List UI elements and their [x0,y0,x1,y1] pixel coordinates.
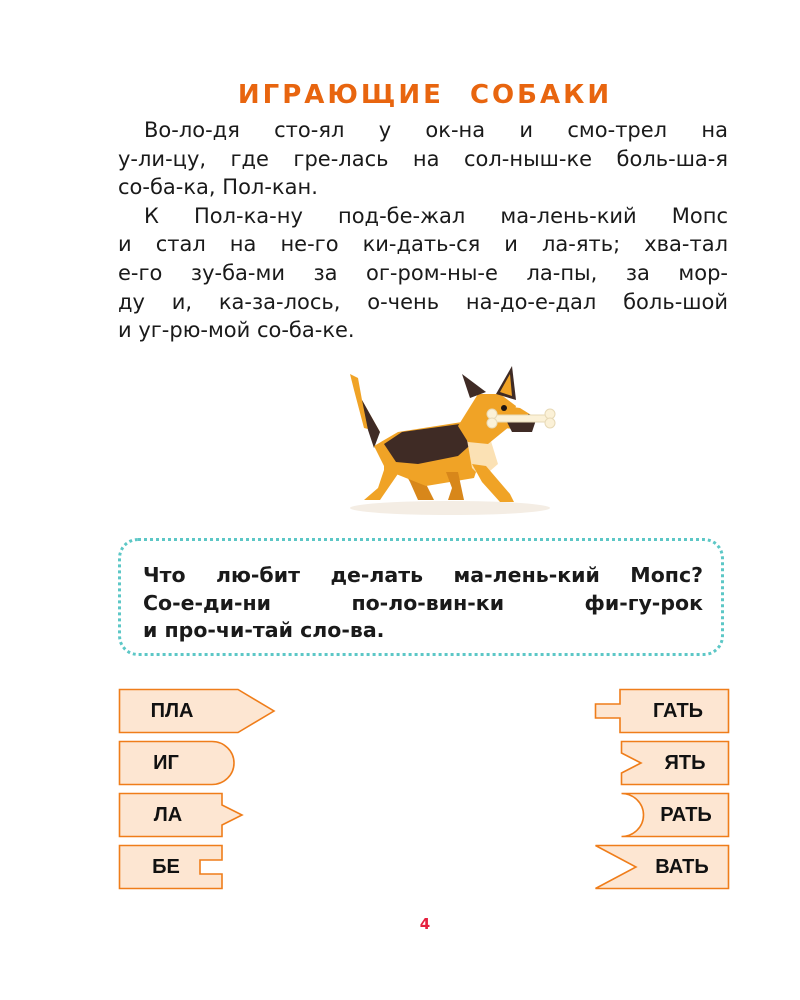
page-title: ИГРАЮЩИЕ СОБАКИ [237,80,613,110]
left-piece-label: БЕ [152,855,180,878]
left-piece-pla[interactable] [118,688,276,734]
story-line: со-ба-ка, Пол-кан. [118,175,318,200]
left-piece-label: ИГ [153,751,179,774]
left-piece-be[interactable] [118,844,226,890]
story-line: ду и, ка-за-лось, о-чень на-до-е-дал боль-шой [118,289,728,314]
right-piece-label: ВАТЬ [655,855,709,878]
dog-with-bone-icon [340,360,560,524]
story-line: и стал на не-го ки-дать-ся и ла-ять; хва-тал [118,232,728,257]
story-line: Во-ло-дя сто-ял у ок-на и смо-трел на [144,118,728,142]
task-line: и про-чи-тай сло-ва. [143,618,385,642]
left-piece-label: ЛА [153,803,183,826]
left-piece-la[interactable] [118,792,244,838]
right-piece-label: ЯТЬ [664,751,706,774]
task-line: Что лю-бит де-лать ма-лень-кий Мопс? [143,563,703,587]
right-piece-yat[interactable] [620,740,730,786]
right-piece-vat[interactable] [594,844,730,890]
story-line: К Пол-ка-ну под-бе-жал ма-лень-кий Мопс [144,203,728,228]
page-number: 4 [419,915,431,933]
right-piece-label: РАТЬ [660,803,712,826]
task-box [118,538,724,656]
left-piece-ig[interactable] [118,740,236,786]
left-piece-label: ПЛА [150,699,194,722]
story-line: е-го зу-ба-ми за ог-ром-ны-е ла-пы, за мор- [118,260,728,285]
right-piece-gat[interactable] [594,688,730,734]
story-text [118,116,728,345]
story-line: у-ли-цу, где гре-лась на сол-ныш-ке боль-ша-я [118,146,728,171]
task-question [143,562,703,645]
task-line: Со-е-ди-ни по-ло-вин-ки фи-гу-рок [143,590,703,615]
right-piece-label: ГАТЬ [652,699,704,722]
right-piece-rat[interactable] [620,792,730,838]
story-line: и уг-рю-мой со-ба-ке. [118,318,355,343]
